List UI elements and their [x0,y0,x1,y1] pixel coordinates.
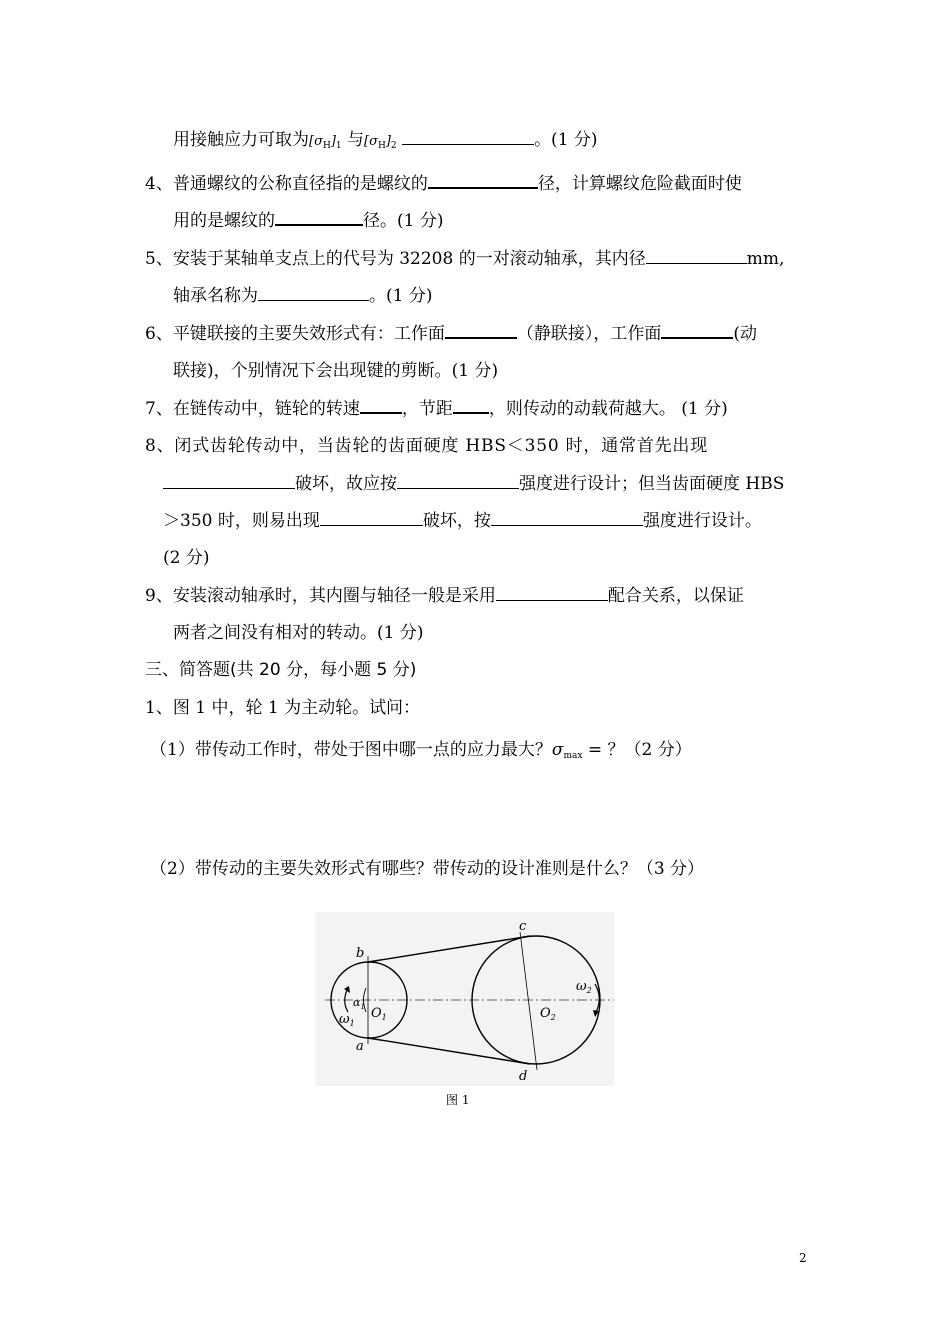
q8-blank-4[interactable] [491,510,643,526]
sigma-max-symbol: $\sigma_{max}$ [551,740,583,761]
short-question-1-stem: 1、图 1 中，轮 1 为主动轮。试问： [145,698,421,718]
figure-caption: 图 1 [446,1093,470,1107]
q6-blank-2[interactable] [661,322,733,339]
label-o1: $O_1$ [371,1006,387,1022]
belt-tight-side [368,936,530,962]
q4-blank-2[interactable] [275,209,363,226]
q4-text: 4、普通螺纹的公称直径指的是螺纹的 [145,174,428,194]
q5-blank-2[interactable] [258,285,369,301]
q6-text: 6、平键联接的主要失效形式有：工作面 [145,324,445,344]
q7-line [145,397,728,421]
q5-blank-1[interactable] [646,248,747,264]
label-c: c [519,919,527,934]
short-question-1-part-1 [150,738,692,768]
q4-text: 径。(1 分) [363,211,444,231]
q8-text: 强度进行设计。 [642,511,762,531]
label-a: a [356,1039,364,1054]
q5-text: 。(1 分) [369,286,433,306]
q5-text: mm, [746,249,785,269]
q9-line-1 [145,584,744,608]
label-alpha-1: $\alpha_1$ [353,996,365,1011]
q3-blank[interactable] [402,129,534,145]
q6-text: (动 [733,324,757,344]
sigma-h-2-symbol: $[\sigma_H]_2$ [364,134,397,151]
q9-text: 9、安装滚动轴承时，其内圈与轴径一般是采用 [145,586,496,606]
q7-blank-1[interactable] [360,397,402,414]
q9-line-2 [173,621,423,645]
q7-blank-2[interactable] [453,397,489,414]
label-b: b [356,946,365,961]
q9-text: 两者之间没有相对的转动。(1 分) [173,623,424,643]
q6-blank-1[interactable] [445,322,517,339]
q8-blank-1[interactable] [163,473,295,489]
q5-line-2 [173,284,432,308]
q8-text: 8、闭式齿轮传动中，当齿轮的齿面硬度 HBS＜350 时，通常首先出现 [145,436,709,456]
label-d: d [519,1069,528,1084]
q4-text: 径，计算螺纹危险截面时使 [537,174,742,194]
q9-blank[interactable] [496,585,608,601]
q9-text: 配合关系，以保证 [607,586,744,606]
q8-blank-2[interactable] [397,473,519,489]
page-number: 2 [799,1251,807,1265]
label-omega-1: $\omega_1$ [339,1012,355,1028]
omega-1-arrowhead [344,986,350,993]
q8-line-4 [163,546,209,570]
q7-text: ，节距 [401,399,453,419]
q8-text: 破坏，按 [422,511,491,531]
sigma-h-1-symbol: $[\sigma_H]_1$ [309,134,342,151]
q8-line-1 [145,434,708,458]
q8-line-2 [163,472,784,496]
q3-text-mid: 与 [347,130,365,150]
q6-text: 联接)，个别情况下会出现键的剪断。(1 分) [173,361,499,381]
belt-drive-diagram [315,912,614,1086]
section-3-heading: 三、简答题(共 20 分，每小题 5 分) [145,660,417,680]
omega-1-arrow [345,990,348,1012]
label-omega-2: $\omega_2$ [576,979,592,995]
q3-line [173,128,598,158]
belt-slack-side [368,1038,530,1064]
q6-text: （静联接），工作面 [516,324,662,344]
belt-drive-figure [315,912,614,1086]
q7-text: 7、在链传动中，链轮的转速 [145,399,360,419]
q4-text: 用的是螺纹的 [173,211,275,231]
q8-text: 破坏，故应按 [295,474,397,494]
q6-line-2 [173,359,498,383]
q4-blank-1[interactable] [428,172,538,189]
q4-line-2 [173,209,443,233]
short-question-1-part-2: （2）带传动的主要失效形式有哪些？带传动的设计准则是什么？（3 分） [150,859,705,879]
q8-line-3 [163,509,762,533]
q3-text-post: 。(1 分) [534,130,598,150]
q8-blank-3[interactable] [320,510,423,526]
sq1-p1-text: （1）带传动工作时，带处于图中哪一点的应力最大？ [150,740,552,760]
q5-text: 轴承名称为 [173,286,258,306]
q8-text: (2 分) [163,548,210,568]
q8-text: ＞350 时，则易出现 [163,511,320,531]
q5-line-1 [145,247,784,271]
q8-text: 强度进行设计；但当齿面硬度 HBS [519,474,785,494]
label-o2: $O_2$ [540,1006,556,1022]
q6-line-1 [145,322,757,346]
tangent-line [520,932,537,1070]
q5-text: 5、安装于某轴单支点上的代号为 32208 的一对滚动轴承，其内径 [145,249,646,269]
sq1-p1-text: = ？（2 分） [582,740,692,760]
q3-text-pre: 用接触应力可取为 [173,130,309,150]
q7-text: ，则传动的动载荷越大。 (1 分) [488,399,728,419]
q4-line-1 [145,172,742,196]
